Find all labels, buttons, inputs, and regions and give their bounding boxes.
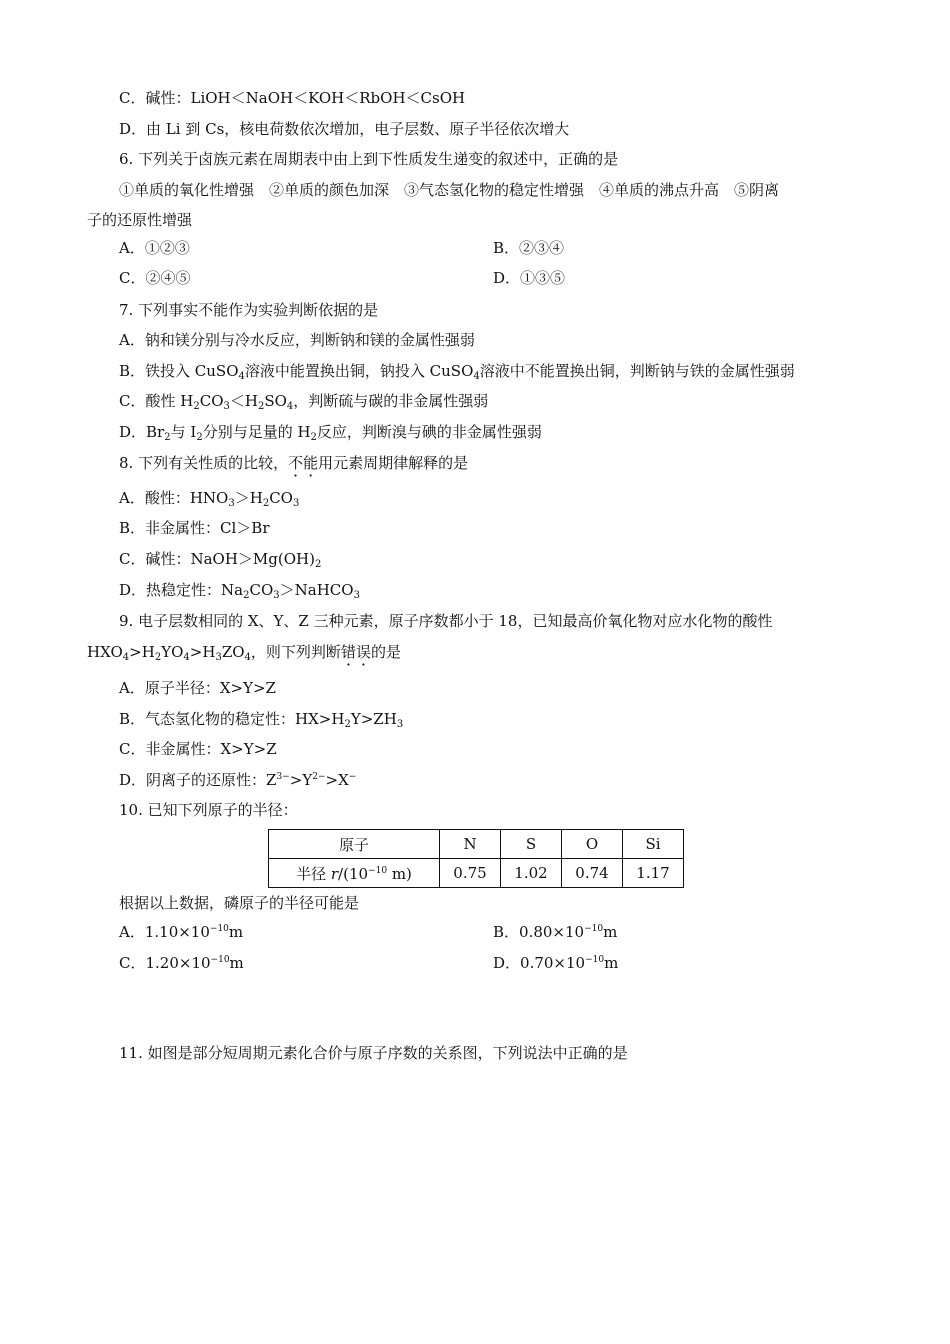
table-header-cell: O	[562, 830, 623, 859]
table-row-label: 半径 $r/(10^{-10}$ m)	[269, 859, 440, 888]
q10-stem: 10. 已知下列原子的半径：	[119, 801, 298, 819]
q10-option-d: D．$0.70\times 10^{-10}m$	[493, 954, 619, 972]
q6-stem: 6. 下列关于卤族元素在周期表中由上到下性质发生递变的叙述中，正确的是	[119, 150, 619, 168]
q9-stem-line2: $HXO_4>H_2YO_4>H_3ZO_4$，则下列判断错误的是	[87, 643, 401, 663]
q6-items-line2: 子的还原性增强	[87, 211, 193, 229]
table-cell: 1.17	[623, 859, 684, 888]
q9-stem-line1: 9. 电子层数相同的 X、Y、Z 三种元素，原子序数都小于 18，已知最高价氧化物对应水化物的酸性	[119, 612, 773, 630]
q10-question: 根据以上数据，磷原子的半径可能是	[119, 894, 360, 912]
table-header-cell: N	[440, 830, 501, 859]
table-header-cell: S	[501, 830, 562, 859]
q6-option-d: D．①③⑤	[493, 269, 566, 287]
q8-option-b: B．非金属性：Cl＞Br	[119, 519, 270, 537]
q10-option-c: C．$1.20\times 10^{-10}m$	[119, 954, 244, 972]
q9-option-b: B．气态氢化物的稳定性：$HX>H_2Y>ZH_3$	[119, 710, 404, 730]
q7-option-a: A．钠和镁分别与冷水反应，判断钠和镁的金属性强弱	[119, 331, 475, 349]
table-cell: 0.74	[562, 859, 623, 888]
atomic-radius-table	[268, 829, 684, 888]
q6-items-line1: ①单质的氧化性增强 ②单质的颜色加深 ③气态氢化物的稳定性增强 ④单质的沸点升高 ⑤阴离	[119, 181, 780, 199]
q5-option-d: D．由 Li 到 Cs，核电荷数依次增加，电子层数、原子半径依次增大	[119, 120, 570, 138]
q8-stem: 8. 下列有关性质的比较，不能用元素周期律解释的是	[119, 454, 469, 472]
q8-option-d: D．热稳定性：$Na_2CO_3>NaHCO_3$	[119, 581, 360, 601]
table-row	[269, 859, 684, 888]
table-header-cell: 原子	[269, 830, 440, 859]
q6-option-c: C．②④⑤	[119, 269, 191, 287]
q10-option-b: B．$0.80\times 10^{-10}m$	[493, 923, 618, 941]
q11-stem: 11. 如图是部分短周期元素化合价与原子序数的关系图，下列说法中正确的是	[119, 1044, 628, 1062]
q8-option-c: C．碱性：$NaOH>Mg(OH)_2$	[119, 550, 322, 570]
q7-option-d: D．$Br_2$与 $I_2$分别与足量的 $H_2$反应，判断溴与碘的非金属性强弱	[119, 423, 542, 443]
q7-stem: 7. 下列事实不能作为实验判断依据的是	[119, 301, 379, 319]
q9-option-a: A．原子半径：X>Y>Z	[119, 679, 276, 697]
q8-option-a: A．酸性：$HNO_3>H_2CO_3$	[119, 489, 300, 509]
q6-option-a: A．①②③	[119, 239, 190, 257]
q5-option-c: C．碱性：LiOH＜NaOH＜KOH＜RbOH＜CsOH	[119, 89, 466, 107]
table-header-cell: Si	[623, 830, 684, 859]
q6-option-b: B．②③④	[493, 239, 565, 257]
q9-option-c: C．非金属性：X>Y>Z	[119, 740, 277, 758]
q9-option-d: D．阴离子的还原性：$Z^{3-}>Y^{2-}>X^-$	[119, 771, 357, 789]
q7-option-c: C．酸性 $H_2CO_3<H_2SO_4$，判断硫与碳的非金属性强弱	[119, 392, 489, 412]
q10-option-a: A．$1.10\times 10^{-10}m$	[119, 923, 244, 941]
q7-option-b: B．铁投入 CuSO$_4$溶液中能置换出铜，钠投入 CuSO$_4$溶液中不能置换出铜，判断钠与铁的金属性强弱	[119, 362, 795, 382]
table-cell: 1.02	[501, 859, 562, 888]
table-cell: 0.75	[440, 859, 501, 888]
table-header-row	[269, 830, 684, 859]
